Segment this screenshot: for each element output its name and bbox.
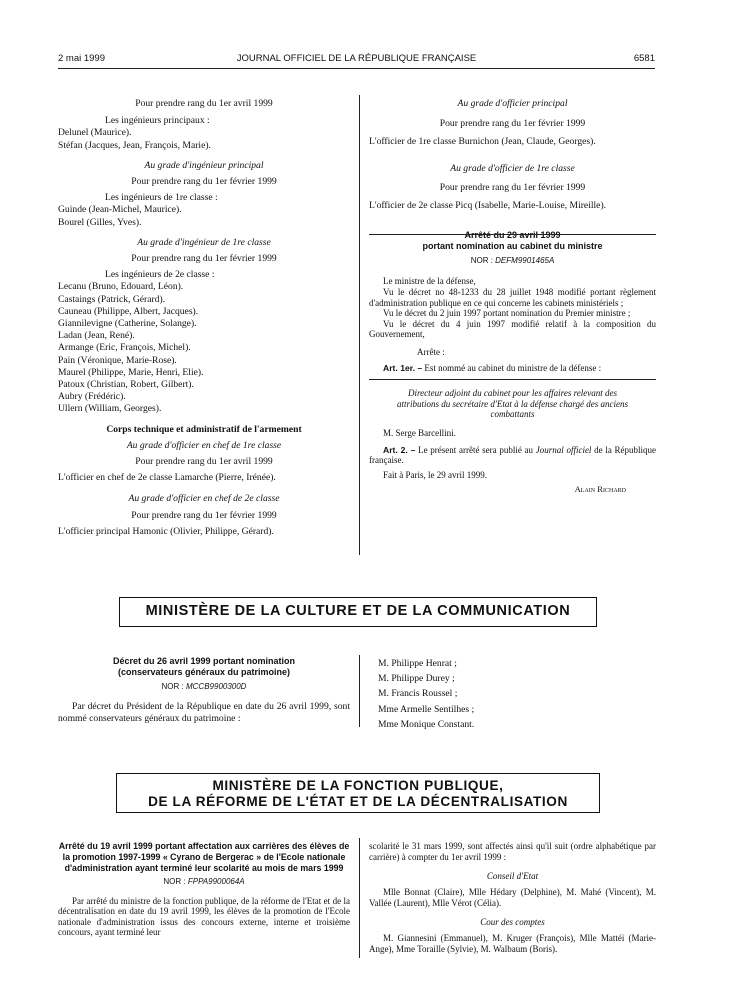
officer-line: L'officier de 1re classe Burnichon (Jean, Claude, Georges). [369,136,596,148]
ministry-banner-culture: MINISTÈRE DE LA CULTURE ET DE LA COMMUNICATION [119,597,597,627]
arrete-subtitle: portant nomination au cabinet du ministre [422,241,603,252]
career-names: M. Giannesini (Emmanuel), M. Kruger (François), Mlle Mattéi (Marie-Ange), Mme Toraille (Sylvie), M. Walbaum (Boris). [369,932,656,954]
list-item: Lecanu (Bruno, Edouard, Léon). [58,281,184,293]
fonction-left [58,841,350,938]
list-item: Ladan (Jean, René). [58,330,135,342]
list-item: Mme Monique Constant. [378,718,475,730]
list-item: M. Philippe Durey ; [378,673,455,685]
column-divider [359,838,360,958]
header-rule [58,68,655,69]
list-item: Giannilevigne (Catherine, Solange). [58,318,197,330]
rank-line: Pour prendre rang du 1er février 1999 [439,118,586,130]
section-rule [369,234,656,235]
career-names: Mlle Bonnat (Claire), Mlle Hédary (Delphine), M. Mahé (Vincent), M. Vallée (Laurent), Mlle Vérot (Célia). [369,887,656,909]
culture-right [378,656,658,732]
grade-heading: Au grade d'officier de 1re classe [450,162,575,174]
paragraph: Vu le décret du 2 juin 1997 portant nomination du Premier ministre ; [383,308,631,319]
arrete-title: Arrêté du 19 avril 1999 portant affectation aux carrières des élèves de la promotion 1997-1999 « Cyrano de Bergerac » de l'Ecole nationale d'administration ayant terminé leur scolarité au mois de mars 1999 [58,841,350,873]
header-date: 2 mai 1999 [58,53,106,64]
arrete-body [369,276,656,495]
list-item: Maurel (Philippe, Marie, Henri, Elie). [58,366,204,378]
list-item: Ullern (William, Georges). [58,403,162,415]
list-item: M. Philippe Henrat ; [378,658,457,669]
culture-left [58,656,350,726]
rank-line: Pour prendre rang du 1er avril 1999 [135,456,273,468]
article-1: Art. 1er. – Est nommé au cabinet du ministre de la défense : [383,362,602,373]
rank-line: Pour prendre rang du 1er février 1999 [131,176,277,188]
career-heading: Conseil d'Etat [486,870,539,881]
signature-date: Fait à Paris, le 29 avril 1999. [383,469,487,480]
section-rule [369,379,656,380]
paragraph: Vu le décret no 48-1233 du 28 juillet 1948 modifié portant règlement d'administration publique en ce qui concerne les cabinets ministériels ; [369,287,656,308]
rank-line: Pour prendre rang du 1er février 1999 [131,509,277,521]
rank-line: Pour prendre rang du 1er février 1999 [131,253,277,265]
page-header [58,53,655,67]
arrete-label: Arrête : [417,346,445,357]
officer-line: L'officier en chef de 2e classe Lamarche (Pierre, Irénée). [58,472,276,484]
officer-line: L'officier principal Hamonic (Olivier, Philippe, Gérard). [58,525,274,537]
grade-heading: Au grade d'officier principal [457,98,568,109]
decree-body: Par décret du Président de la République en date du 26 avril 1999, sont nommé conservateurs généraux du patrimoine : [58,701,350,725]
arrete-body: Par arrêté du ministre de la fonction publique, de la réforme de l'Etat et de la décentralisation en date du 19 avril 1999, les élèves de la promotion de l'Ecole nationale d'administration issus des concours externe, interne et troisième concours, ayant terminé leur [58,895,350,938]
list-item: Mme Armelle Sentilhes ; [378,703,475,715]
officer-line: L'officier de 2e classe Picq (Isabelle, Marie-Louise, Mireille). [369,200,607,212]
list-item: Stéfan (Jacques, Jean, François, Marie). [58,139,211,151]
paragraph: scolarité le 31 mars 1999, sont affectés ainsi qu'il suit (ordre alphabétique par carrière) à compter du 1er avril 1999 : [369,841,656,862]
rank-line: Pour prendre rang du 1er février 1999 [439,181,586,193]
list-item: Armange (Eric, François, Michel). [58,342,191,354]
nor-reference: NOR : MCCB9900300D [161,682,247,691]
ministry-banner-fonction-publique [116,773,600,813]
grade-heading: Au grade d'ingénieur principal [144,159,264,171]
group-label: Les ingénieurs principaux : [105,115,210,127]
banner-line: DE LA RÉFORME DE L'ÉTAT ET DE LA DÉCENTRALISATION [148,794,568,809]
right-column [369,98,656,495]
column-divider [359,655,360,727]
appointee: M. Serge Barcellini. [383,427,456,438]
group-label: Les ingénieurs de 2e classe : [105,269,215,281]
list-item: M. Francis Roussel ; [378,688,458,700]
paragraph: Vu le décret du 4 juin 1997 modifié relatif à la composition du Gouvernement, [369,318,656,340]
list-item: Cauneau (Philippe, Albert, Jacques). [58,305,199,317]
name-list [58,281,350,415]
arrete-title: Arrêté du 29 avril 1999 [464,230,561,241]
list-item: Castaings (Patrick, Gérard). [58,293,166,305]
grade-heading: Au grade d'officier en chef de 1re classe [126,439,282,451]
grade-heading: Au grade d'officier en chef de 2e classe [128,493,280,505]
paragraph: Le ministre de la défense, [383,276,476,287]
list-item: Patoux (Christian, Robert, Gilbert). [58,379,194,391]
list-item: Delunel (Maurice). [58,127,132,139]
name-list [58,127,350,151]
rank-line: Pour prendre rang du 1er avril 1999 [135,98,273,109]
signature: Alain Richard [574,484,626,495]
list-item: Aubry (Frédéric). [58,391,126,403]
name-list [58,204,350,228]
article-2: Art. 2. – Le présent arrêté sera publié au Journal officiel de la République française. [369,444,657,466]
career-heading: Cour des comptes [480,916,545,927]
grade-heading: Au grade d'ingénieur de 1re classe [137,236,271,248]
nor-reference: NOR : FPPA9900064A [163,877,245,887]
section-heading: Corps technique et administratif de l'armement [106,423,302,435]
list-item: Pain (Véronique, Marie-Rose). [58,354,177,366]
arrete-block [369,230,656,267]
decree-subtitle: (conservateurs généraux du patrimoine) [117,667,291,677]
fonction-right [369,841,656,954]
left-column [58,98,350,538]
banner-line: MINISTÈRE DE LA FONCTION PUBLIQUE, [212,778,504,793]
journal-title: JOURNAL OFFICIEL DE LA RÉPUBLIQUE FRANÇAISE [236,53,477,64]
list-item: Guinde (Jean-Michel, Maurice). [58,204,182,216]
column-divider [359,95,360,555]
function-title: Directeur adjoint du cabinet pour les affaires relevant des attributions du secrétaire d'Etat à la défense chargé des anciens combattants [397,388,628,420]
list-item: Bourel (Gilles, Yves). [58,216,142,228]
nor-reference: NOR : DEFM9901465A [470,256,555,266]
group-label: Les ingénieurs de 1re classe : [105,192,218,204]
page-number: 6581 [633,53,655,64]
decree-title: Décret du 26 avril 1999 portant nomination [112,656,296,666]
